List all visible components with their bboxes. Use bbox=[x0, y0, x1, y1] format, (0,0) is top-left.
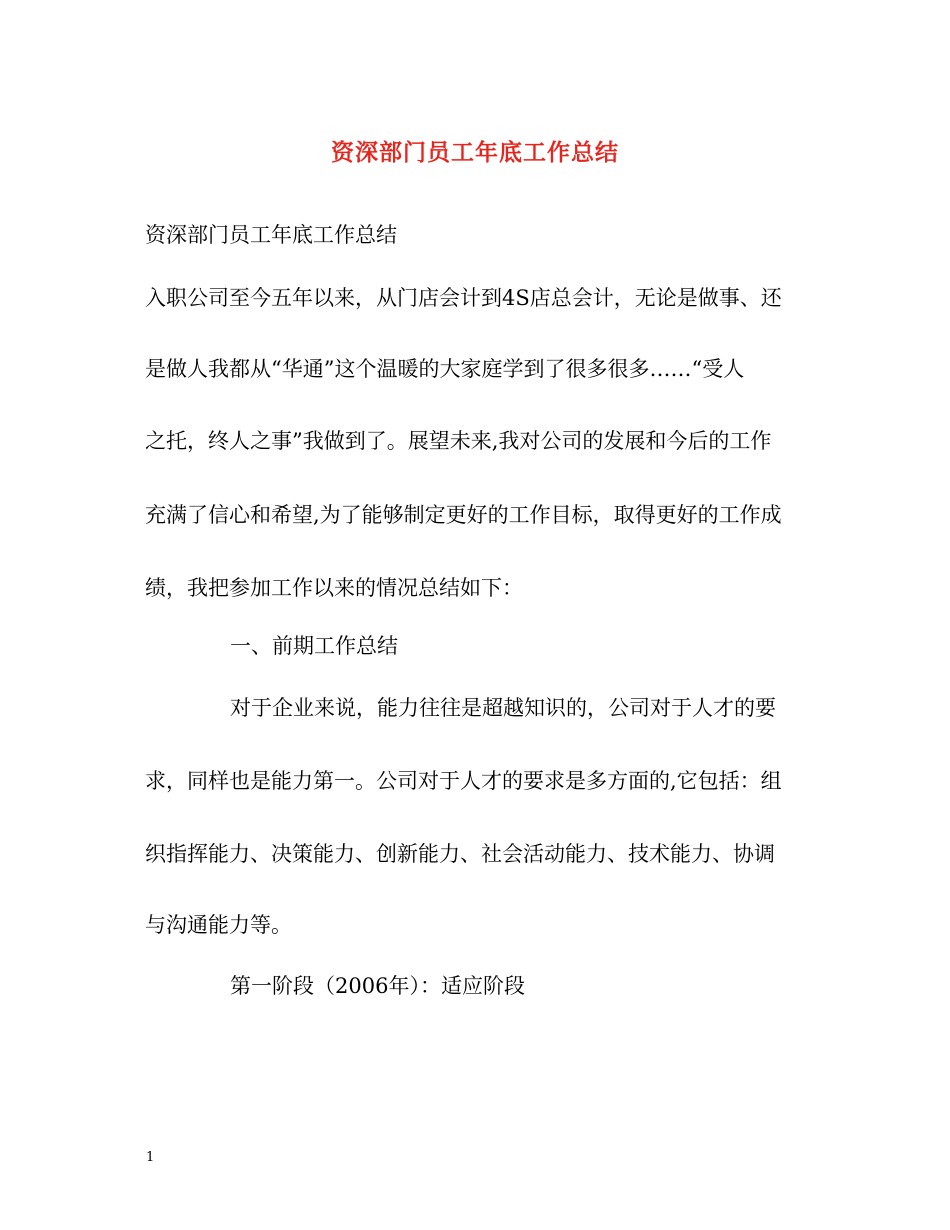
paragraph-line: 之托，终人之事”我做到了。展望未来,我对公司的发展和今后的工作 bbox=[145, 429, 772, 453]
paragraph-line: 绩，我把参加工作以来的情况总结如下： bbox=[145, 576, 523, 600]
paragraph-line: 织指挥能力、决策能力、创新能力、社会活动能力、技术能力、协调 bbox=[145, 842, 775, 866]
paragraph-line: 求，同样也是能力第一。公司对于人才的要求是多方面的,它包括：组 bbox=[145, 769, 782, 793]
section-heading: 一、前期工作总结 bbox=[230, 634, 398, 658]
page-number: 1 bbox=[146, 1150, 155, 1165]
stage-heading: 第一阶段（2006年）：适应阶段 bbox=[230, 974, 525, 998]
document-title: 资深部门员工年底工作总结 bbox=[331, 139, 619, 166]
paragraph-line: 是做人我都从“华通”这个温暖的大家庭学到了很多很多……“受人 bbox=[145, 357, 745, 381]
paragraph-line: 对于企业来说，能力往往是超越知识的，公司对于人才的要 bbox=[230, 696, 776, 720]
paragraph-line: 入职公司至今五年以来，从门店会计到4S店总会计，无论是做事、还 bbox=[145, 286, 782, 310]
document-subtitle: 资深部门员工年底工作总结 bbox=[145, 223, 397, 247]
paragraph-line: 充满了信心和希望,为了能够制定更好的工作目标，取得更好的工作成 bbox=[145, 503, 782, 527]
paragraph-line: 与沟通能力等。 bbox=[145, 913, 292, 937]
